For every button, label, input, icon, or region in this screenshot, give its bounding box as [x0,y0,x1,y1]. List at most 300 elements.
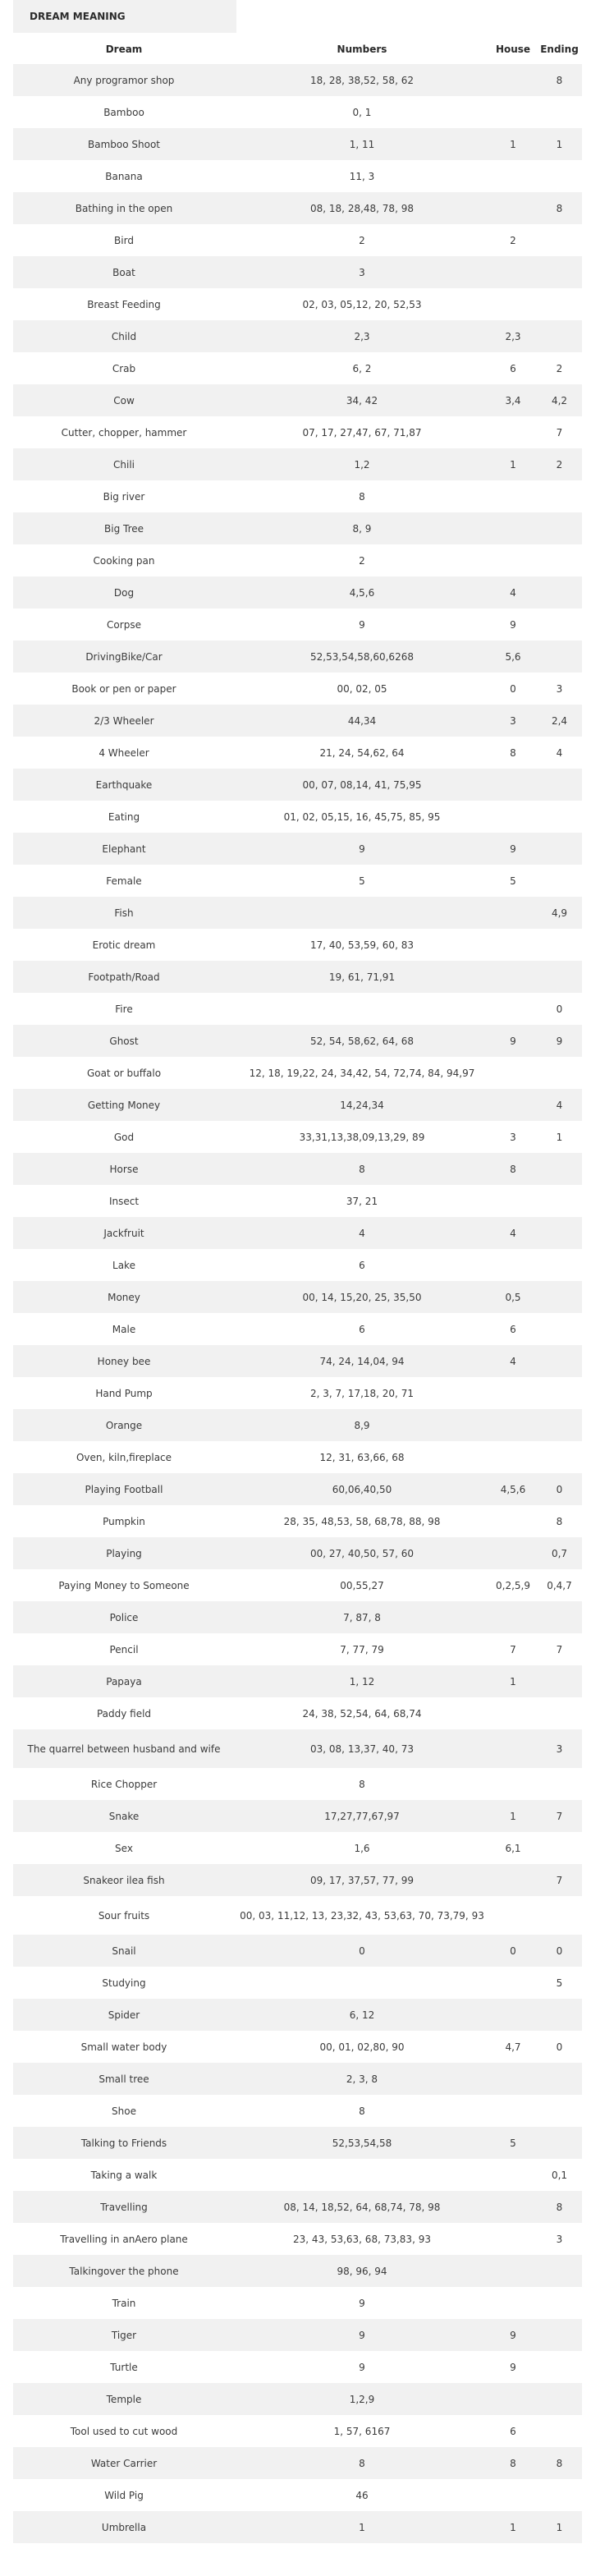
table-row [13,1249,582,1281]
ending-cell: 2,4 [551,714,568,727]
table-row [13,1665,582,1697]
table-row [13,2415,582,2447]
numbers-cell: 07, 17, 27,47, 67, 71,87 [302,426,422,439]
ending-cell [537,96,582,128]
numbers-cell: 8 [359,1778,365,1790]
dream-cell: Big river [103,490,145,503]
ending-cell [537,1768,582,1800]
house-cell: 4 [510,1355,516,1367]
table-row [13,1057,582,1089]
dream-cell: Small tree [98,2073,149,2085]
numbers-cell [235,2159,489,2191]
house-cell: 5 [510,875,516,887]
ending-cell [537,2383,582,2415]
house-cell: 2,3 [505,330,521,342]
table-row [13,1967,582,1999]
numbers-cell: 5 [359,875,365,887]
dream-cell: DrivingBike/Car [85,650,163,663]
dream-cell: Female [106,875,142,887]
dream-cell: Ghost [109,1035,139,1047]
numbers-cell: 28, 35, 48,53, 58, 68,78, 88, 98 [283,1515,441,1527]
house-cell: 4,5,6 [500,1483,526,1495]
table-row [13,2479,582,2511]
table-row [13,1441,582,1473]
house-cell [489,256,537,288]
dream-cell: Elephant [102,843,146,855]
numbers-cell: 8,9 [354,1419,370,1431]
numbers-cell [235,897,489,929]
house-cell: 8 [510,746,516,759]
numbers-cell: 2 [359,554,365,567]
house-cell [489,1505,537,1537]
ending-cell [537,1441,582,1473]
ending-cell [537,2479,582,2511]
numbers-cell: 52,53,54,58 [332,2137,392,2149]
numbers-cell: 23, 43, 53,63, 68, 73,83, 93 [293,2233,431,2245]
dream-cell: Cooking pan [93,554,155,567]
numbers-cell: 98, 96, 94 [337,2265,387,2277]
table-row [13,96,582,128]
numbers-cell: 9 [359,618,365,631]
ending-cell: 4,2 [551,394,568,406]
table-row [13,1217,582,1249]
ending-cell [537,1185,582,1217]
house-cell [489,1409,537,1441]
dream-cell: Turtle [110,2361,138,2373]
house-cell [489,416,537,448]
table-row [13,608,582,641]
house-cell [489,1185,537,1217]
house-cell [489,801,537,833]
dream-cell: Cow [113,394,135,406]
dream-cell: Taking a walk [90,2169,158,2181]
numbers-cell: 2, 3, 8 [346,2073,378,2085]
numbers-cell: 1,2 [354,458,370,471]
ending-cell: 1 [556,1131,563,1143]
table-row [13,929,582,961]
house-cell [489,2191,537,2223]
house-cell: 0 [510,682,516,695]
ending-cell: 0 [556,1945,563,1957]
numbers-cell: 34, 42 [346,394,378,406]
numbers-cell: 33,31,13,38,09,13,29, 89 [299,1131,425,1143]
table-row [13,1153,582,1185]
numbers-cell: 52,53,54,58,60,6268 [310,650,414,663]
dream-cell: Snake [108,1810,140,1822]
ending-cell [537,224,582,256]
ending-cell: 7 [556,1643,563,1655]
numbers-cell: 9 [359,2329,365,2341]
ending-cell [537,769,582,801]
numbers-cell: 9 [359,843,365,855]
table-row [13,1121,582,1153]
table-row [13,897,582,929]
table-row [13,224,582,256]
dream-cell: Umbrella [101,2521,147,2533]
table-row [13,288,582,320]
numbers-cell: 03, 08, 13,37, 40, 73 [310,1743,414,1755]
dream-cell: Sex [115,1842,133,1854]
dream-cell: Train [112,2297,136,2309]
dream-cell: Pumpkin [103,1515,145,1527]
ending-cell [537,544,582,576]
house-cell [489,1537,537,1569]
ending-cell [537,1281,582,1313]
table-row [13,1864,582,1896]
dream-cell: Earthquake [95,778,153,791]
numbers-cell: 1, 11 [349,138,375,150]
ending-cell [537,1999,582,2031]
ending-cell: 4 [556,746,563,759]
ending-cell: 0,4,7 [547,1579,572,1591]
table-row [13,1377,582,1409]
dream-cell: Hand Pump [95,1387,153,1399]
table-row [13,416,582,448]
ending-cell [537,1896,582,1935]
house-cell [489,2383,537,2415]
ending-cell [537,1313,582,1345]
house-cell: 4 [510,1227,516,1239]
dream-cell: Insect [108,1195,140,1207]
house-cell: 3 [510,1131,516,1143]
house-cell [489,2095,537,2127]
dream-cell: Erotic dream [92,939,156,951]
house-cell: 6,1 [505,1842,521,1854]
numbers-cell: 02, 03, 05,12, 20, 52,53 [302,298,422,310]
ending-cell: 3 [556,1743,563,1755]
numbers-cell: 08, 14, 18,52, 64, 68,74, 78, 98 [283,2201,441,2213]
house-cell [489,544,537,576]
numbers-cell: 00, 03, 11,12, 13, 23,32, 43, 53,63, 70, 73,79, 93 [240,1909,484,1922]
numbers-cell: 2,3 [354,330,370,342]
numbers-cell: 1,2,9 [349,2393,375,2405]
house-cell [489,480,537,512]
numbers-cell: 19, 61, 71,91 [328,971,396,983]
ending-cell [537,256,582,288]
dream-cell: Getting Money [87,1099,161,1111]
ending-cell [537,1665,582,1697]
dream-meaning-tab[interactable] [13,0,236,33]
table-row [13,1345,582,1377]
table-row [13,865,582,897]
house-cell: 1 [510,458,516,471]
house-cell [489,1089,537,1121]
table-row [13,160,582,192]
table-row [13,2191,582,2223]
ending-cell [537,865,582,897]
dream-cell: Sour fruits [98,1909,150,1922]
house-cell [489,288,537,320]
header-house: House [495,44,531,55]
table-row [13,1089,582,1121]
house-cell: 5 [510,2137,516,2149]
dream-cell: Paddy field [96,1707,152,1720]
table-row [13,1313,582,1345]
numbers-cell: 1, 12 [349,1675,375,1687]
dream-cell: The quarrel between husband and wife [27,1743,221,1755]
dream-cell: Bamboo Shoot [87,138,160,150]
house-cell: 4,7 [505,2041,521,2053]
numbers-cell: 6, 12 [349,2009,375,2021]
numbers-cell: 0, 1 [352,106,372,118]
house-cell [489,929,537,961]
house-cell: 9 [510,618,516,631]
house-cell [489,1601,537,1633]
ending-cell [537,2095,582,2127]
numbers-cell: 60,06,40,50 [332,1483,392,1495]
numbers-cell: 7, 77, 79 [340,1643,384,1655]
ending-cell [537,1057,582,1089]
table-row [13,2159,582,2191]
numbers-cell: 09, 17, 37,57, 77, 99 [310,1874,414,1886]
ending-cell: 7 [556,1874,563,1886]
table-row [13,320,582,352]
dream-cell: Cutter, chopper, hammer [61,426,187,439]
dream-cell: Talkingover the phone [69,2265,179,2277]
numbers-cell: 24, 38, 52,54, 64, 68,74 [302,1707,422,1720]
dream-cell: Temple [106,2393,142,2405]
numbers-cell: 37, 21 [346,1195,378,1207]
numbers-cell: 00, 02, 05 [337,682,387,695]
ending-cell: 8 [556,1515,563,1527]
table-row [13,64,582,96]
ending-cell [537,2255,582,2287]
house-cell: 1 [510,138,516,150]
house-cell [489,993,537,1025]
house-cell: 2 [510,234,516,246]
house-cell [489,1864,537,1896]
table-row [13,833,582,865]
house-cell: 5,6 [505,650,521,663]
dream-cell: Banana [105,170,143,182]
table-row [13,1281,582,1313]
ending-cell: 2 [556,458,563,471]
table-row [13,1601,582,1633]
house-cell [489,2223,537,2255]
table-row [13,128,582,160]
numbers-cell: 8, 9 [352,522,372,535]
numbers-cell: 8 [359,2105,365,2117]
house-cell [489,1697,537,1729]
dream-cell: Travelling in anAero plane [60,2233,188,2245]
numbers-cell: 17,27,77,67,97 [324,1810,400,1822]
house-cell [489,1377,537,1409]
table-row [13,1633,582,1665]
ending-cell [537,2319,582,2351]
table-row [13,2287,582,2319]
ending-cell: 7 [556,426,563,439]
numbers-cell: 6, 2 [352,362,372,374]
dream-cell: Pencil [109,1643,139,1655]
numbers-cell: 1, 57, 6167 [333,2425,391,2437]
ending-cell [537,961,582,993]
table-row [13,1999,582,2031]
ending-cell: 4,9 [551,907,568,919]
house-cell [489,160,537,192]
ending-cell: 1 [556,138,563,150]
dream-cell: Child [111,330,137,342]
dream-cell: God [113,1131,135,1143]
dream-cell: 4 Wheeler [98,746,149,759]
table-row [13,673,582,705]
dream-cell: Playing Football [85,1483,163,1495]
house-cell [489,2287,537,2319]
numbers-cell: 14,24,34 [340,1099,384,1111]
table-row [13,480,582,512]
house-cell: 9 [510,1035,516,1047]
house-cell [489,1249,537,1281]
house-cell: 6 [510,1323,516,1335]
numbers-cell: 00,55,27 [340,1579,384,1591]
house-cell: 1 [510,2521,516,2533]
dream-cell: Jackfruit [103,1227,144,1239]
house-cell: 3 [510,714,516,727]
house-cell [489,1729,537,1768]
dream-cell: Honey bee [97,1355,151,1367]
house-cell [489,769,537,801]
tab-title: DREAM MEANING [30,11,126,22]
ending-cell: 8 [556,74,563,86]
table-row [13,961,582,993]
house-cell: 4 [510,586,516,599]
house-cell [489,512,537,544]
numbers-cell: 74, 24, 14,04, 94 [319,1355,405,1367]
numbers-cell: 46 [355,2489,369,2501]
numbers-cell: 8 [359,1163,365,1175]
dream-cell: Small water body [80,2041,167,2053]
house-cell [489,1999,537,2031]
table-row [13,705,582,737]
house-cell: 9 [510,843,516,855]
dream-cell: Tiger [111,2329,137,2341]
header-numbers: Numbers [337,44,387,55]
house-cell: 1 [510,1675,516,1687]
ending-cell: 0,7 [551,1547,568,1559]
ending-cell [537,288,582,320]
table-row [13,2319,582,2351]
house-cell [489,64,537,96]
dream-cell: Breast Feeding [87,298,161,310]
numbers-cell: 00, 27, 40,50, 57, 60 [310,1547,414,1559]
dream-cell: Papaya [106,1675,142,1687]
table-row [13,2063,582,2095]
table-row [13,1768,582,1800]
ending-cell [537,1249,582,1281]
ending-cell [537,160,582,192]
table-row [13,769,582,801]
table-row [13,641,582,673]
house-cell [489,961,537,993]
dream-cell: Money [108,1291,140,1303]
ending-cell [537,2287,582,2319]
ending-cell [537,1217,582,1249]
dream-cell: Snakeor ilea fish [83,1874,165,1886]
table-row [13,2127,582,2159]
ending-cell: 1 [556,2521,563,2533]
ending-cell [537,929,582,961]
table-row [13,2255,582,2287]
ending-cell [537,1697,582,1729]
house-cell: 9 [510,2329,516,2341]
numbers-cell: 6 [359,1259,365,1271]
table-row [13,801,582,833]
ending-cell: 0,1 [551,2169,568,2181]
table-row [13,1832,582,1864]
numbers-cell: 0 [359,1945,365,1957]
numbers-cell: 8 [359,2457,365,2469]
table-row [13,1473,582,1505]
numbers-cell: 2 [359,234,365,246]
table-row [13,2383,582,2415]
numbers-cell: 11, 3 [349,170,375,182]
numbers-cell: 08, 18, 28,48, 78, 98 [310,202,414,214]
numbers-cell: 3 [359,266,365,278]
table-row [13,2031,582,2063]
table-body [13,64,582,2543]
numbers-cell: 4 [359,1227,365,1239]
dream-cell: Orange [105,1419,143,1431]
house-cell [489,1896,537,1935]
table-row [13,256,582,288]
house-cell [489,2479,537,2511]
house-cell: 3,4 [505,394,521,406]
ending-cell: 7 [556,1810,563,1822]
house-cell [489,897,537,929]
ending-cell [537,2351,582,2383]
dream-cell: Travelling [100,2201,148,2213]
table-row [13,993,582,1025]
table-row [13,544,582,576]
dream-cell: Paying Money to Someone [58,1579,190,1591]
dream-cell: Any programor shop [73,74,175,86]
dream-cell: Snail [112,1945,136,1957]
dream-cell: Corpse [107,618,141,631]
numbers-cell: 21, 24, 54,62, 64 [319,746,405,759]
dream-cell: Talking to Friends [80,2137,167,2149]
house-cell [489,1768,537,1800]
ending-cell: 8 [556,2457,563,2469]
numbers-cell: 7, 87, 8 [343,1611,381,1623]
numbers-cell [235,1967,489,1999]
ending-cell: 2 [556,362,563,374]
table-row [13,512,582,544]
ending-cell [537,2415,582,2447]
ending-cell [537,1153,582,1185]
ending-cell [537,1409,582,1441]
dream-cell: Male [112,1323,136,1335]
house-cell [489,2159,537,2191]
house-cell: 7 [510,1643,516,1655]
numbers-cell: 00, 07, 08,14, 41, 75,95 [302,778,422,791]
house-cell [489,192,537,224]
numbers-cell: 4,5,6 [349,586,375,599]
dream-cell: Water Carrier [90,2457,158,2469]
table-row [13,384,582,416]
dream-cell: Playing [106,1547,142,1559]
house-cell: 6 [510,362,516,374]
numbers-cell: 1,6 [354,1842,370,1854]
table-row [13,2095,582,2127]
table-row [13,2223,582,2255]
house-cell [489,2255,537,2287]
ending-cell [537,2063,582,2095]
dream-cell: Lake [112,1259,135,1271]
table-row [13,352,582,384]
house-cell: 0,2,5,9 [496,1579,530,1591]
house-cell: 8 [510,2457,516,2469]
dream-meaning-table [13,34,582,2543]
numbers-cell: 00, 01, 02,80, 90 [319,2041,405,2053]
